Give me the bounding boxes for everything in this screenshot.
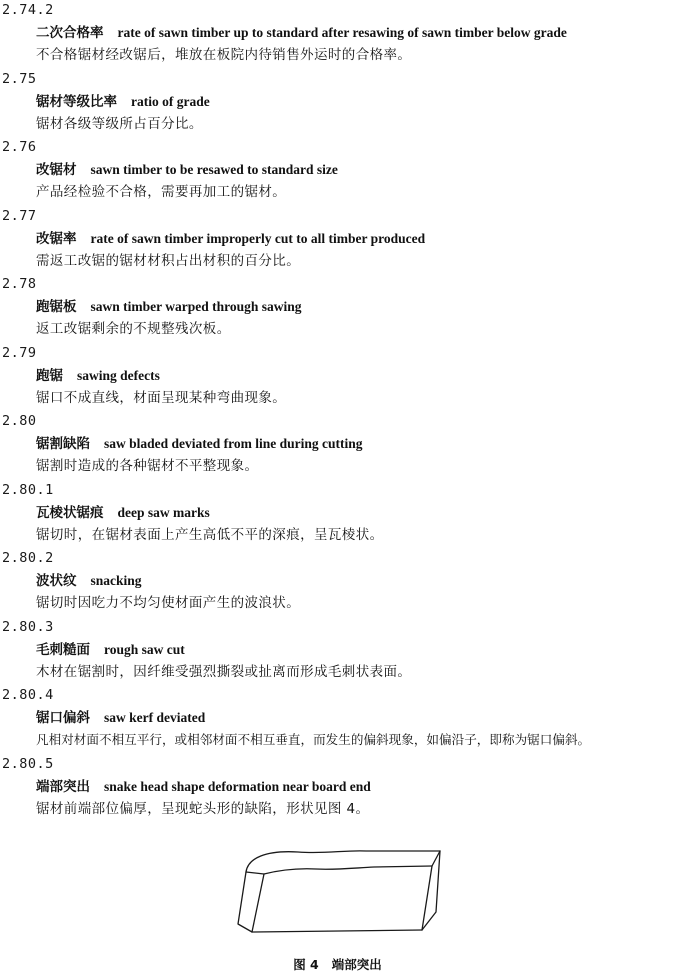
term-heading [36, 434, 363, 454]
term-chinese: 二次合格率 [36, 25, 104, 41]
board-bottom-edge [252, 930, 422, 932]
term-number: 2.80.4 [2, 687, 54, 703]
term-english: snake head shape deformation near board end [104, 779, 371, 794]
term-heading [36, 571, 142, 591]
term-entry-2-80 [0, 411, 675, 479]
term-chinese: 锯口偏斜 [36, 710, 90, 726]
term-heading [36, 229, 425, 249]
term-chinese: 波状纹 [36, 573, 77, 589]
term-entry-2-78 [0, 274, 675, 342]
term-number: 2.77 [2, 208, 37, 224]
term-definition: 产品经检验不合格，需要再加工的锯材。 [36, 184, 287, 200]
term-definition: 锯材各级等级所占百分比。 [36, 116, 203, 132]
term-entry-2-77 [0, 206, 675, 274]
term-entry-2-80-5 [0, 754, 675, 822]
term-definition: 锯割时造成的各种锯材不平整现象。 [36, 458, 259, 474]
board-end-face [238, 872, 252, 932]
term-number: 2.80.1 [2, 482, 54, 498]
term-english: sawn timber warped through sawing [90, 299, 302, 314]
term-entry-2-80-1 [0, 480, 675, 548]
term-number: 2.80 [2, 413, 37, 429]
term-entry-2-80-4 [0, 685, 675, 753]
term-chinese: 锯割缺陷 [36, 436, 90, 452]
term-english: sawn timber to be resawed to standard size [90, 162, 338, 177]
term-heading [36, 160, 338, 180]
term-number: 2.80.2 [2, 550, 54, 566]
term-english: rate of sawn timber improperly cut to all timber produced [90, 231, 426, 246]
board-back-right-edge [422, 851, 440, 930]
term-entry-2-75 [0, 69, 675, 137]
term-definition: 木材在锯割时，因纤维受强烈撕裂或扯离而形成毛刺状表面。 [36, 664, 412, 680]
term-heading [36, 503, 210, 523]
term-definition: 锯切时，在锯材表面上产生高低不平的深痕，呈瓦棱状。 [36, 527, 384, 543]
term-heading [36, 297, 302, 317]
term-definition: 锯材前端部位偏厚，呈现蛇头形的缺陷，形状见图 4。 [36, 801, 370, 817]
term-chinese: 跑锯板 [36, 299, 77, 315]
term-english: sawing defects [77, 368, 160, 383]
term-entry-2-80-3 [0, 617, 675, 685]
term-definition: 凡相对材面不相互平行，或相邻材面不相互垂直，而发生的偏斜现象，如偏沿子，即称为锯口偏斜。 [36, 732, 591, 747]
term-chinese: 跑锯 [36, 368, 63, 384]
term-number: 2.74.2 [2, 2, 54, 18]
term-number: 2.75 [2, 71, 37, 87]
term-english: deep saw marks [117, 505, 210, 520]
term-chinese: 端部突出 [36, 779, 90, 795]
term-number: 2.79 [2, 345, 37, 361]
term-number: 2.80.3 [2, 619, 54, 635]
term-english: saw bladed deviated from line during cutting [104, 436, 363, 451]
term-chinese: 改锯率 [36, 231, 77, 247]
term-definition: 返工改锯剩余的不规整残次板。 [36, 321, 231, 337]
term-english: ratio of grade [131, 94, 210, 109]
term-english: rough saw cut [104, 642, 185, 657]
term-definition: 锯口不成直线，材面呈现某种弯曲现象。 [36, 390, 287, 406]
term-chinese: 锯材等级比率 [36, 94, 117, 110]
term-number: 2.76 [2, 139, 37, 155]
term-heading [36, 92, 210, 112]
term-heading [36, 777, 371, 797]
term-chinese: 瓦棱状锯痕 [36, 505, 104, 521]
term-heading [36, 23, 567, 43]
board-front-right-edge [422, 866, 432, 930]
term-chinese: 改锯材 [36, 162, 77, 178]
board-top-edge-front [246, 866, 432, 874]
term-heading [36, 640, 185, 660]
term-heading [36, 366, 160, 386]
term-definition: 需返工改锯的锯材材积占出材积的百分比。 [36, 253, 301, 269]
term-entry-2-79 [0, 343, 675, 411]
term-definition: 锯切时因吃力不均匀使材面产生的波浪状。 [36, 595, 301, 611]
term-english: saw kerf deviated [104, 710, 206, 725]
term-definition: 不合格锯材经改锯后，堆放在板院内待销售外运时的合格率。 [36, 47, 412, 63]
term-heading [36, 708, 205, 728]
term-entry-2-74-2 [0, 0, 675, 68]
board-end-figure [236, 842, 448, 942]
term-entry-2-76 [0, 137, 675, 205]
term-english: rate of sawn timber up to standard after resawing of sawn timber below grade [117, 25, 567, 40]
figure-caption: 图 4 端部突出 [293, 957, 382, 972]
term-chinese: 毛刺糙面 [36, 642, 90, 658]
term-number: 2.80.5 [2, 756, 54, 772]
term-entry-2-80-2 [0, 548, 675, 616]
term-english: snacking [90, 573, 142, 588]
board-front-left-edge [252, 874, 264, 932]
term-number: 2.78 [2, 276, 37, 292]
